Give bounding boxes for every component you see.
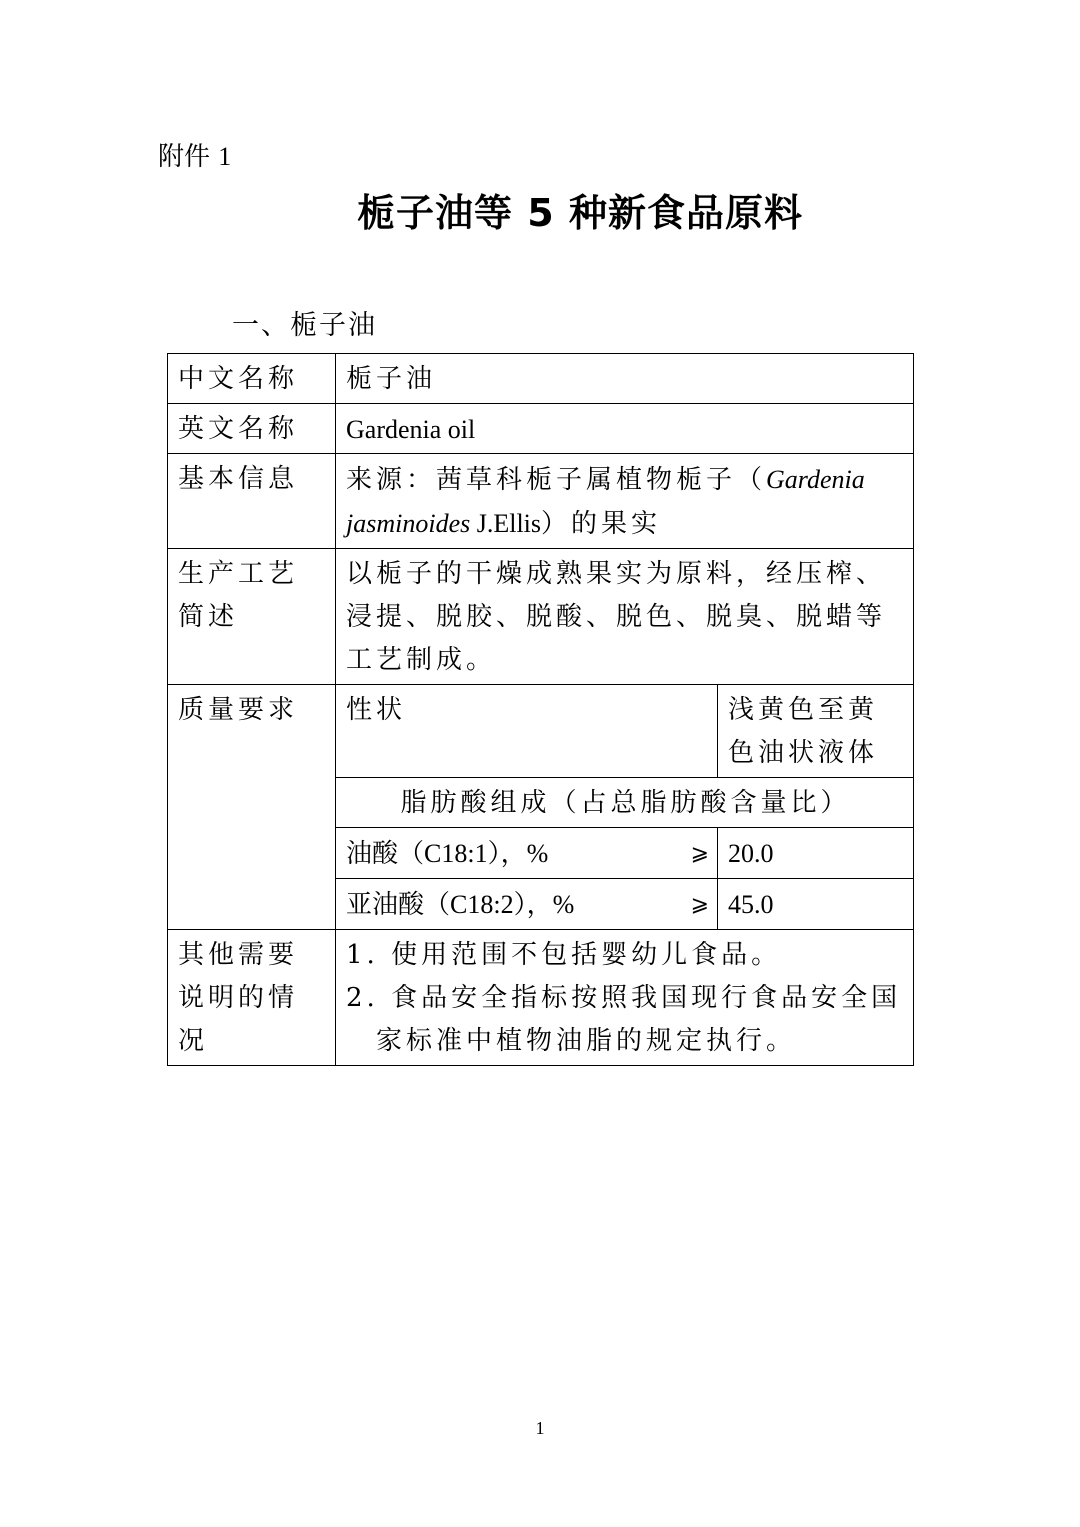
value-chinese-name: 栀子油	[336, 354, 914, 404]
table-row-appearance	[168, 685, 914, 778]
note-item-2: 2. 食品安全指标按照我国现行食品安全国家标准中植物油脂的规定执行。	[346, 983, 902, 1056]
fatty-acid-heading: 脂肪酸组成（占总脂肪酸含量比）	[336, 778, 914, 828]
table-row-process	[168, 549, 914, 685]
attachment-number: 1	[218, 142, 232, 171]
oleic-acid-name: 油酸	[346, 839, 399, 869]
attachment-label	[158, 140, 231, 174]
spec-table	[167, 353, 914, 1066]
value-english-name: Gardenia oil	[336, 404, 914, 454]
table-row-basic-info	[168, 454, 914, 549]
greater-equal-symbol: ⩾	[690, 892, 709, 917]
value-basic-info	[336, 454, 914, 549]
table-row-english-name	[168, 404, 914, 454]
appearance-label: 性状	[336, 685, 718, 778]
oleic-acid-label	[336, 828, 718, 879]
appearance-value: 浅黄色至黄色油状液体	[718, 685, 914, 778]
label-chinese-name: 中文名称	[168, 354, 336, 404]
linoleic-acid-label	[336, 879, 718, 930]
oleic-acid-value: 20.0	[718, 828, 914, 879]
table-row-notes	[168, 930, 914, 1066]
oleic-acid-formula: （C18:1），%	[398, 839, 549, 868]
source-suffix: ）的果实	[541, 509, 662, 539]
label-english-name: 英文名称	[168, 404, 336, 454]
linoleic-acid-value: 45.0	[718, 879, 914, 930]
note-item-1: 1. 使用范围不包括婴幼儿食品。	[346, 940, 782, 970]
value-notes	[336, 930, 914, 1066]
greater-equal-symbol: ⩾	[690, 841, 709, 866]
latin-authority: J.Ellis	[470, 509, 542, 538]
value-process: 以栀子的干燥成熟果实为原料，经压榨、浸提、脱胶、脱酸、脱色、脱臭、脱蜡等工艺制成。	[336, 549, 914, 685]
source-prefix: 来源：茜草科栀子属植物栀子（	[346, 465, 767, 495]
linoleic-acid-name: 亚油酸	[346, 890, 425, 920]
label-notes: 其他需要说明的情况	[168, 930, 336, 1066]
latin-genus: Gardenia	[766, 465, 865, 494]
section-heading: 一、栀子油	[232, 310, 377, 341]
attachment-text: 附件	[158, 142, 211, 172]
linoleic-acid-formula: （C18:2），%	[424, 890, 575, 919]
latin-species: jasminoides	[346, 509, 471, 538]
table-row-chinese-name	[168, 354, 914, 404]
document-title: 栀子油等 5 种新食品原料	[357, 191, 803, 235]
label-basic-info: 基本信息	[168, 454, 336, 549]
label-quality: 质量要求	[168, 685, 336, 930]
page-number: 1	[535, 1418, 545, 1438]
label-process: 生产工艺简述	[168, 549, 336, 685]
